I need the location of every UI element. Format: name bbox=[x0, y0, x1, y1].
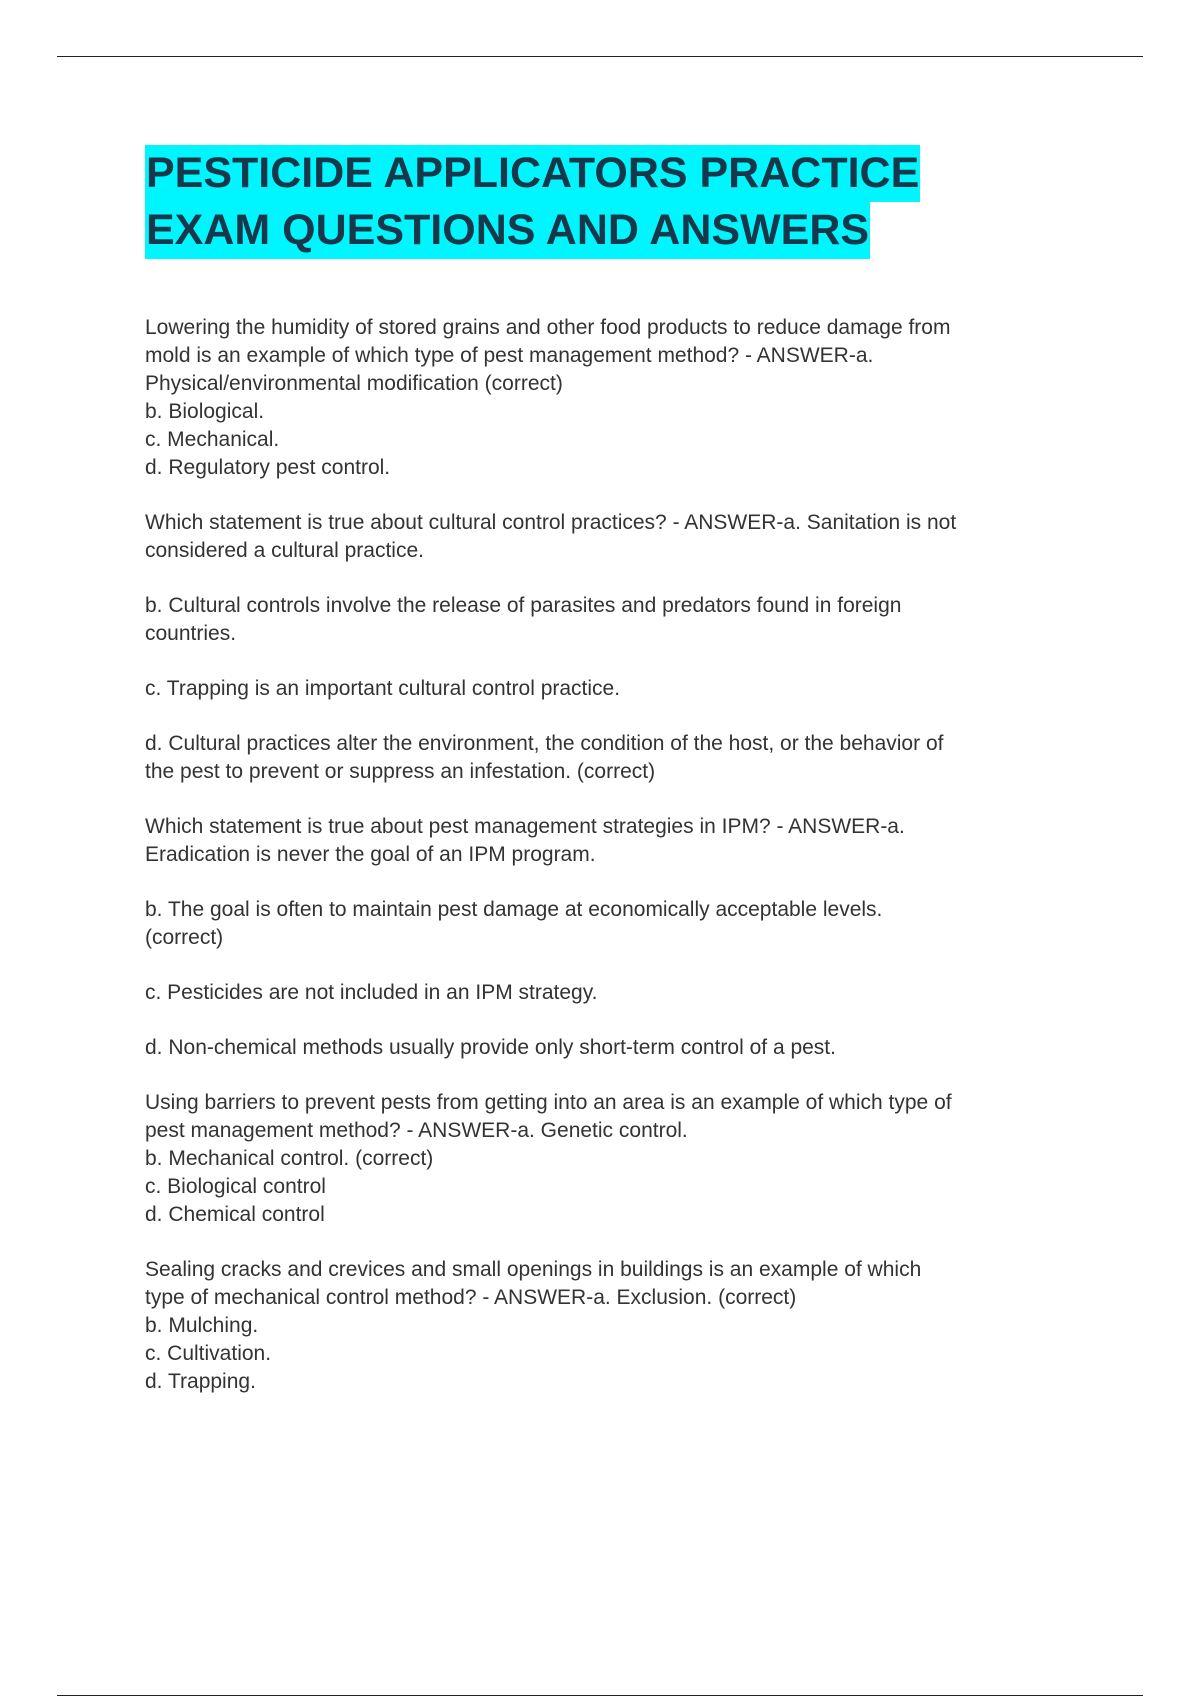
answer-option: c. Pesticides are not included in an IPM strategy. bbox=[145, 981, 598, 1004]
answer-option: b. Mulching. bbox=[145, 1314, 259, 1337]
question-block-4 bbox=[145, 1089, 1090, 1229]
question-block-2 bbox=[145, 509, 1090, 565]
answer-option: d. Chemical control bbox=[145, 1203, 325, 1226]
text-line: pest management method? - ANSWER-a. Genetic control. bbox=[145, 1119, 688, 1142]
answer-option: countries. bbox=[145, 622, 237, 645]
answer-block-2b bbox=[145, 592, 1090, 648]
text-line: Sealing cracks and crevices and small openings in buildings is an example of which bbox=[145, 1258, 922, 1281]
text-line: considered a cultural practice. bbox=[145, 539, 424, 562]
header-rule bbox=[57, 56, 1143, 57]
text-line: mold is an example of which type of pest management method? - ANSWER-a. bbox=[145, 344, 874, 367]
answer-option: c. Mechanical. bbox=[145, 428, 280, 451]
answer-option: d. Cultural practices alter the environment, the condition of the host, or the behavior of bbox=[145, 732, 944, 755]
answer-option: c. Biological control bbox=[145, 1175, 326, 1198]
footer-rule bbox=[57, 1695, 1143, 1696]
answer-block-3d bbox=[145, 1034, 1090, 1062]
title-line-2: EXAM QUESTIONS AND ANSWERS bbox=[145, 202, 870, 259]
answer-block-2c bbox=[145, 675, 1090, 703]
answer-option: c. Cultivation. bbox=[145, 1342, 272, 1365]
text-line: Lowering the humidity of stored grains and other food products to reduce damage from bbox=[145, 316, 951, 339]
answer-option: b. The goal is often to maintain pest damage at economically acceptable levels. bbox=[145, 898, 883, 921]
document-title bbox=[145, 145, 1090, 259]
question-block-3 bbox=[145, 813, 1090, 869]
question-list bbox=[145, 314, 1090, 1396]
answer-block-3b bbox=[145, 896, 1090, 952]
text-line: type of mechanical control method? - ANSWER-a. Exclusion. (correct) bbox=[145, 1286, 797, 1309]
answer-option: d. Non-chemical methods usually provide only short-term control of a pest. bbox=[145, 1036, 836, 1059]
answer-block-3c bbox=[145, 979, 1090, 1007]
document-body bbox=[145, 145, 1090, 1423]
answer-option: b. Biological. bbox=[145, 400, 265, 423]
answer-option: the pest to prevent or suppress an infestation. (correct) bbox=[145, 760, 656, 783]
text-line: Eradication is never the goal of an IPM program. bbox=[145, 843, 596, 866]
question-block-1 bbox=[145, 314, 1090, 482]
text-line: Physical/environmental modification (correct) bbox=[145, 372, 563, 395]
answer-option: (correct) bbox=[145, 926, 224, 949]
answer-option: b. Mechanical control. (correct) bbox=[145, 1147, 434, 1170]
answer-option: d. Regulatory pest control. bbox=[145, 456, 391, 479]
text-line: Which statement is true about cultural control practices? - ANSWER-a. Sanitation is not bbox=[145, 511, 957, 534]
text-line: Using barriers to prevent pests from getting into an area is an example of which type of bbox=[145, 1091, 952, 1114]
question-block-5 bbox=[145, 1256, 1090, 1396]
answer-option: b. Cultural controls involve the release of parasites and predators found in foreign bbox=[145, 594, 902, 617]
text-line: Which statement is true about pest management strategies in IPM? - ANSWER-a. bbox=[145, 815, 905, 838]
answer-option: c. Trapping is an important cultural control practice. bbox=[145, 677, 621, 700]
answer-block-2d bbox=[145, 730, 1090, 786]
answer-option: d. Trapping. bbox=[145, 1370, 256, 1393]
title-line-1: PESTICIDE APPLICATORS PRACTICE bbox=[145, 145, 920, 202]
